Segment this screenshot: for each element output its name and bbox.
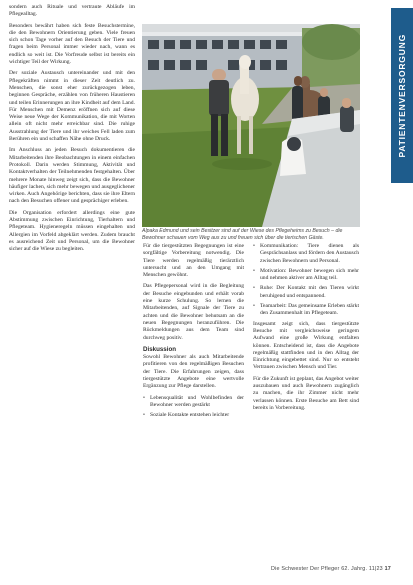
bullet-list [253,243,359,318]
list-item: • Teamarbeit: Das gemeinsame Erleben stärkt den Zusammenhalt im Pflegeteam. [253,303,359,318]
paragraph: Insgesamt zeigt sich, dass tiergestützte Besuche mit vergleichsweise geringem Aufwand eine große Wirkung entfalten können. Entscheidend ist, dass die Angebote regelmäßig stattfinden und in den Alltag der Einrichtung eingebettet sind. Nur so entsteht Vertrauen zwischen Mensch und Tier. [253,320,359,371]
paragraph: Besonders bewährt haben sich feste Besuchstermine, die den Bewohnern Orientierung geben. Viele freuen sich schon Tage vorher auf den Besuch der Tiere und fragen beim Personal immer wieder nach, wann es endlich so weit ist. Die Vorfreude selbst ist bereits ein wichtiger Teil der Wirkung. [9,22,135,66]
list-item: • Soziale Kontakte entstehen leichter [143,412,244,419]
list-item: • Lebensqualität und Wohlbefinden der Bewohner werden gestärkt [143,395,244,410]
article-photo [142,24,360,227]
footer-issue: 62. Jahrg. [341,566,368,572]
paragraph: Für die Zukunft ist geplant, das Angebot weiter auszubauen und auch Bewohnern zugänglich zu machen, die ihr Zimmer nicht mehr verlassen können. Erste Besuche am Bett sind bereits in Vorbereitung. [253,375,359,411]
page-number: 17 [384,566,391,572]
list-item: • Motivation: Bewohner bewegen sich mehr und nehmen aktiver am Alltag teil. [253,268,359,283]
article-column-middle [143,243,244,423]
paragraph: Die Organisation erfordert allerdings eine gute Abstimmung zwischen Einrichtung, Tierhaltern und Pflegeteam. Hygieneregeln müssen eingehalten und Allergien im Vorfeld abgeklärt werden. Zudem braucht es ausreichend Zeit und Personal, um die Bewohner sicher auf die Wiese zu begleiten. [9,209,135,253]
article-column-left [9,4,135,258]
list-item: • Kommunikation: Tiere dienen als Gesprächsanlass und fördern den Austausch zwischen Bewohnern und Personal. [253,243,359,265]
article-column-right [253,243,359,416]
section-heading-diskussion: Diskussion [143,345,177,353]
paragraph: Sowohl Bewohner als auch Mitarbeitende profitieren von den regelmäßigen Besuchen der Tiere. Die Erfahrungen zeigen, dass tiergestützte Angebote eine wertvolle Ergänzung zur Pflege darstellen. [143,354,244,390]
page-footer [271,566,391,572]
list-item: • Ruhe: Der Kontakt mit den Tieren wirkt beruhigend und entspannend. [253,285,359,300]
paragraph: Das Pflegepersonal wird in die Begleitung der Besuche eingebunden und erhält vorab eine kurze Schulung. So lernen die Mitarbeitenden, auf Signale der Tiere zu achten und die Bewohner behutsam an die neuen Begegnungen heranzuführen. Die Rückmeldungen aus dem Team sind durchweg positiv. [143,283,244,341]
bullet-list [143,395,244,420]
paragraph: Der soziale Austausch untereinander und mit den Pflegekräften nimmt in dieser Zeit deutlich zu. Menschen, die sonst eher zurückgezogen leben, beginnen Gespräche, erzählen von früheren Haustieren und teilen Erinnerungen an ihre Kindheit auf dem Land. Für Menschen mit Demenz eröffnen sich auf diese Weise neue Wege der Kommunikation, die mit Worten allein oft nicht mehr erreichbar sind. Die ruhige Ausstrahlung der Tiere und ihr weiches Fell laden zum Berühren ein und schaffen Nähe ohne Druck. [9,70,135,143]
paragraph: Im Anschluss an jeden Besuch dokumentieren die Mitarbeitenden ihre Beobachtungen in einem einfachen Protokoll. Darin werden Stimmung, Aktivität und Kontaktverhalten der Teilnehmenden festgehalten. Über mehrere Monate hinweg zeigt sich, dass die Bewohner häufiger lachen, sich mehr bewegen und ausgeglichener wirken. Auch Angehörige berichten, dass sie ihre Eltern nach den Besuchen offener und gesprächiger erleben. [9,147,135,205]
paragraph: Für die tiergestützten Begegnungen ist eine sorgfältige Vorbereitung notwendig. Die Tiere werden regelmäßig tierärztlich untersucht und an den Umgang mit Menschen gewöhnt. [143,243,244,279]
section-side-tab-label: PATIENTENVERSORGUNG [397,33,407,158]
paragraph: sondern auch Rituale und vertraute Abläufe im Pflegealltag. [9,4,135,18]
section-side-tab [391,8,413,183]
footer-journal: Die Schwester Der Pfleger [270,566,340,572]
photo-caption: Alpaka Edmund und sein Besitzer sind auf der Wiese des Pflegeheims zu Besuch – die Bewohner schauen vom Weg aus zu und freuen sich über die tierischen Gäste. [142,228,343,241]
footer-date: 11|23 [368,566,383,572]
